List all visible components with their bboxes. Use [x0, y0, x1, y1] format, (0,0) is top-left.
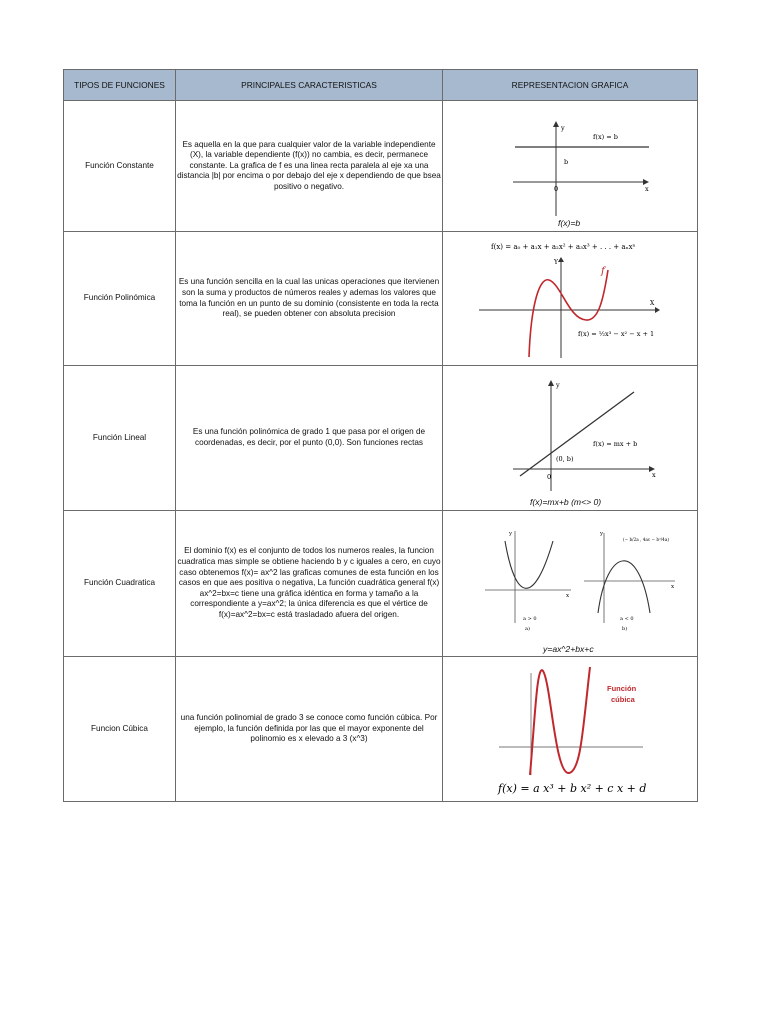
curve-label: f: [601, 266, 605, 277]
row-graph: [443, 232, 698, 366]
formula-label: f(x) = mx + b: [593, 440, 638, 448]
a-x-axis-label: x: [566, 593, 570, 599]
table-row: [64, 232, 698, 366]
a-sublabel: a): [525, 626, 530, 632]
table-row: [64, 366, 698, 511]
row-name: Función Constante: [64, 101, 176, 232]
quadratic-function-graph: [443, 511, 696, 639]
row-description: El dominio f(x) es el conjunto de todos los numeros reales, la funcion cuadratica mas simple se obtiene haciendo b y c iguales a cero, en cuyo caso obtenemos f(x)= ax^2 las graficas comunes de esta función en los casos en que aes positiva o negativa, La función cuadrática general f(x) ax^2=bx=c tiene una gráfica idéntica en forma y tamaño a la correspondiente a y=ax^2; la única diferencia es que el vértice de f(x)=ax^2=bx=c está trasladado afuera del origen.: [176, 511, 443, 657]
b-condition: a < 0: [620, 616, 634, 622]
x-axis-label: X: [650, 300, 655, 307]
a-y-axis-label: y: [509, 531, 513, 537]
graph-caption: y=ax^2+bx+c: [543, 644, 594, 654]
graph-caption: f(x)=mx+b (m<> 0): [530, 497, 602, 507]
cubic-formula: f(x) = a x³ + b x² + c x + d: [498, 782, 647, 795]
table-row: [64, 657, 698, 802]
row-name: Función Lineal: [64, 366, 176, 511]
x-axis-label: x: [645, 185, 649, 193]
polynomial-function-graph: [443, 232, 696, 364]
y-axis-label: y: [556, 381, 560, 389]
table-header-row: [64, 70, 698, 101]
header-caracteristicas: PRINCIPALES CARACTERISTICAS: [176, 70, 443, 101]
row-description: Es una función sencilla en la cual las unicas operaciones que itervienen son la suma y productos de números reales y ademas los valores que toma la función en un punto de su dominio (consistente en toda la recta real), se pueden obtener con absoluta precision: [176, 232, 443, 366]
b-x-axis-label: x: [671, 584, 675, 590]
general-polynomial-formula: f(x) = a₀ + a₁x + a₂x² + a₃x³ + . . . + aₙxⁿ: [491, 243, 636, 251]
b-sublabel: b): [622, 626, 628, 632]
row-description: Es aquella en la que para cualquier valor de la variable independiente (X), la variable dependiente (f(x)) no cambia, es decir, permanece constante. La grafica de f es una linea recta paralela al eje xa una distancia |b| por encima o por debajo del eje x dependiendo de que bsea positivo o negativo.: [176, 101, 443, 232]
row-graph: [443, 101, 698, 232]
row-description: Es una función polinómica de grado 1 que pasa por el origen de coordenadas, es decir, por el punto (0,0). Son funciones rectas: [176, 366, 443, 511]
row-graph: [443, 511, 698, 657]
cubic-title-1: Función: [607, 684, 637, 693]
header-representacion: REPRESENTACION GRAFICA: [443, 70, 698, 101]
constant-function-graph: [443, 101, 696, 216]
cubic-function-graph: [443, 657, 696, 800]
cubic-title-2: cúbica: [611, 695, 635, 704]
b-label: b: [564, 158, 569, 166]
row-name: Función Cuadratica: [64, 511, 176, 657]
linear-function-graph: [443, 366, 696, 494]
a-condition: a > 0: [523, 616, 537, 622]
row-graph: [443, 366, 698, 511]
x-axis-label: x: [652, 471, 656, 479]
row-name: Función Polinómica: [64, 232, 176, 366]
row-description: una función polinomial de grado 3 se conoce como función cúbica. Por ejemplo, la función definida por las que el mayor exponente del polinomio es x elevado a 3 (x^3): [176, 657, 443, 802]
origin-label: 0: [547, 473, 552, 481]
row-graph: [443, 657, 698, 802]
formula-label: f(x) = b: [593, 133, 618, 141]
b-y-axis-label: y: [600, 531, 604, 537]
row-name: Funcion Cúbica: [64, 657, 176, 802]
y-axis-label: Y: [554, 259, 558, 266]
vertex-label: (− b/2a , 4ac − b²/4a): [623, 537, 669, 542]
table-row: [64, 101, 698, 232]
y-axis-label: y: [561, 124, 565, 132]
origin-label: 0: [554, 185, 559, 193]
table-row: [64, 511, 698, 657]
intercept-label: (0, b): [556, 455, 574, 463]
header-tipos: TIPOS DE FUNCIONES: [64, 70, 176, 101]
functions-table: [63, 69, 698, 802]
functions-sheet: [63, 69, 697, 802]
example-formula: f(x) = ½x³ − x² − x + 1: [578, 330, 655, 338]
graph-caption: f(x)=b: [558, 218, 581, 228]
